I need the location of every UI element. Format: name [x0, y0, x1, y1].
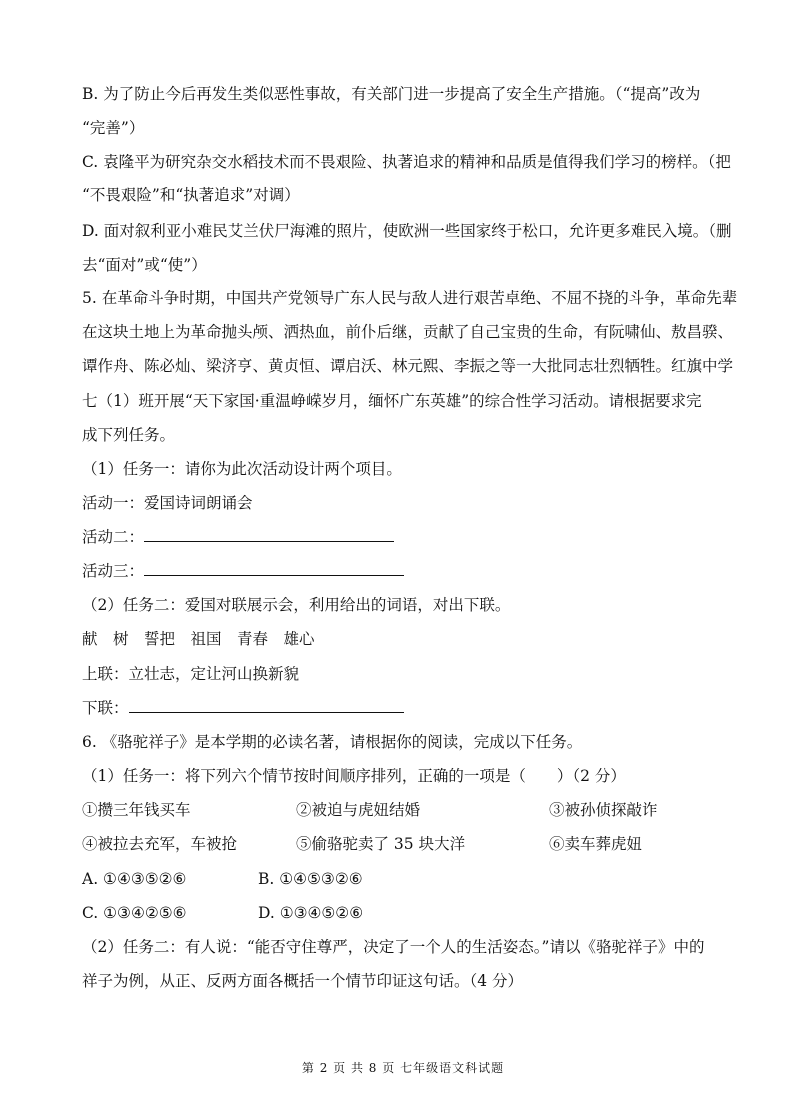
- q6-event-3: ③被孙侦探敲诈: [549, 801, 658, 819]
- q5-activity-2-label: 活动二：: [82, 528, 145, 546]
- q6-choice-c: C. ①③④②⑤⑥: [82, 904, 187, 922]
- q6-event-4: ④被拉去充军，车被抢: [82, 835, 238, 853]
- q6-task2-line2: 祥子为例，从正、反两方面各概括一个情节印证这句话。（4 分）: [82, 972, 524, 990]
- q6-stem: 6. 《骆驼祥子》是本学期的必读名著，请根据你的阅读，完成以下任务。: [82, 733, 583, 751]
- q5-word-bank: 献 树 誓把 祖国 青春 雄心: [82, 630, 315, 648]
- q5-activity-2-row: [82, 527, 722, 547]
- q5-activity-3-row: [82, 561, 722, 581]
- q4-option-d-line1: D. 面对叙利亚小难民艾兰伏尸海滩的照片，使欧洲一些国家终于松口，允许更多难民入境。（删: [82, 222, 732, 240]
- q5-lower-couplet-row: [82, 698, 722, 718]
- q5-activity-1: 活动一：爱国诗词朗诵会: [82, 494, 253, 512]
- q5-stem-line3: 谭作舟、陈必灿、梁济亨、黄贞恒、谭启沃、林元熙、李振之等一大批同志壮烈牺牲。红旗中学: [82, 357, 734, 375]
- q5-activity-2-blank[interactable]: [144, 527, 394, 542]
- q4-option-d-line2: 去“面对”或“使”）: [82, 256, 207, 274]
- q4-option-c-line2: “不畏艰险”和“执著追求”对调）: [82, 186, 300, 204]
- q5-stem-line4: 七（1）班开展“天下家国·重温峥嵘岁月，缅怀广东英雄”的综合性学习活动。请根据要求完: [82, 392, 702, 410]
- page-footer: 第 2 页 共 8 页 七年级语文科试题: [301, 1061, 505, 1075]
- q6-choice-b: B. ①④⑤③②⑥: [258, 870, 363, 888]
- q4-option-c-line1: C. 袁隆平为研究杂交水稻技术而不畏艰险、执著追求的精神和品质是值得我们学习的榜样。（把: [82, 153, 731, 171]
- q6-event-6: ⑥卖车葬虎妞: [549, 835, 643, 853]
- q5-lower-couplet-label: 下联：: [82, 699, 129, 717]
- q5-stem-line1: 5. 在革命斗争时期，中国共产党领导广东人民与敌人进行艰苦卓绝、不屈不挠的斗争，革命先辈: [82, 289, 738, 307]
- q4-option-b-line2: “完善”）: [82, 119, 145, 137]
- q6-task2-line1: （2）任务二：有人说：“能否守住尊严，决定了一个人的生活姿态。”请以《骆驼祥子》中的: [82, 938, 705, 956]
- q6-event-2: ②被迫与虎妞结婚: [296, 801, 421, 819]
- q5-stem-line5: 成下列任务。: [82, 426, 176, 444]
- q5-task1: （1）任务一：请你为此次活动设计两个项目。: [82, 460, 402, 478]
- q6-event-5: ⑤偷骆驼卖了 35 块大洋: [296, 835, 466, 853]
- q5-activity-3-label: 活动三：: [82, 562, 145, 580]
- q5-lower-couplet-blank[interactable]: [129, 698, 404, 713]
- q5-stem-line2: 在这块土地上为革命抛头颅、洒热血，前仆后继，贡献了自己宝贵的生命，有阮啸仙、敖昌骙、: [82, 323, 734, 341]
- q6-event-1: ①攒三年钱买车: [82, 801, 191, 819]
- q5-task2: （2）任务二：爱国对联展示会，利用给出的词语，对出下联。: [82, 596, 511, 614]
- q6-task1: （1）任务一：将下列六个情节按时间顺序排列，正确的一项是（ ）（2 分）: [82, 767, 626, 785]
- q6-choice-d: D. ①③④⑤②⑥: [258, 904, 364, 922]
- q6-choice-a: A. ①④③⑤②⑥: [82, 870, 187, 888]
- q5-upper-couplet: 上联：立壮志，定让河山换新貌: [82, 665, 300, 683]
- q5-activity-3-blank[interactable]: [144, 561, 404, 576]
- q4-option-b-line1: B. 为了防止今后再发生类似恶性事故，有关部门进一步提高了安全生产措施。（“提高”改为: [82, 85, 701, 103]
